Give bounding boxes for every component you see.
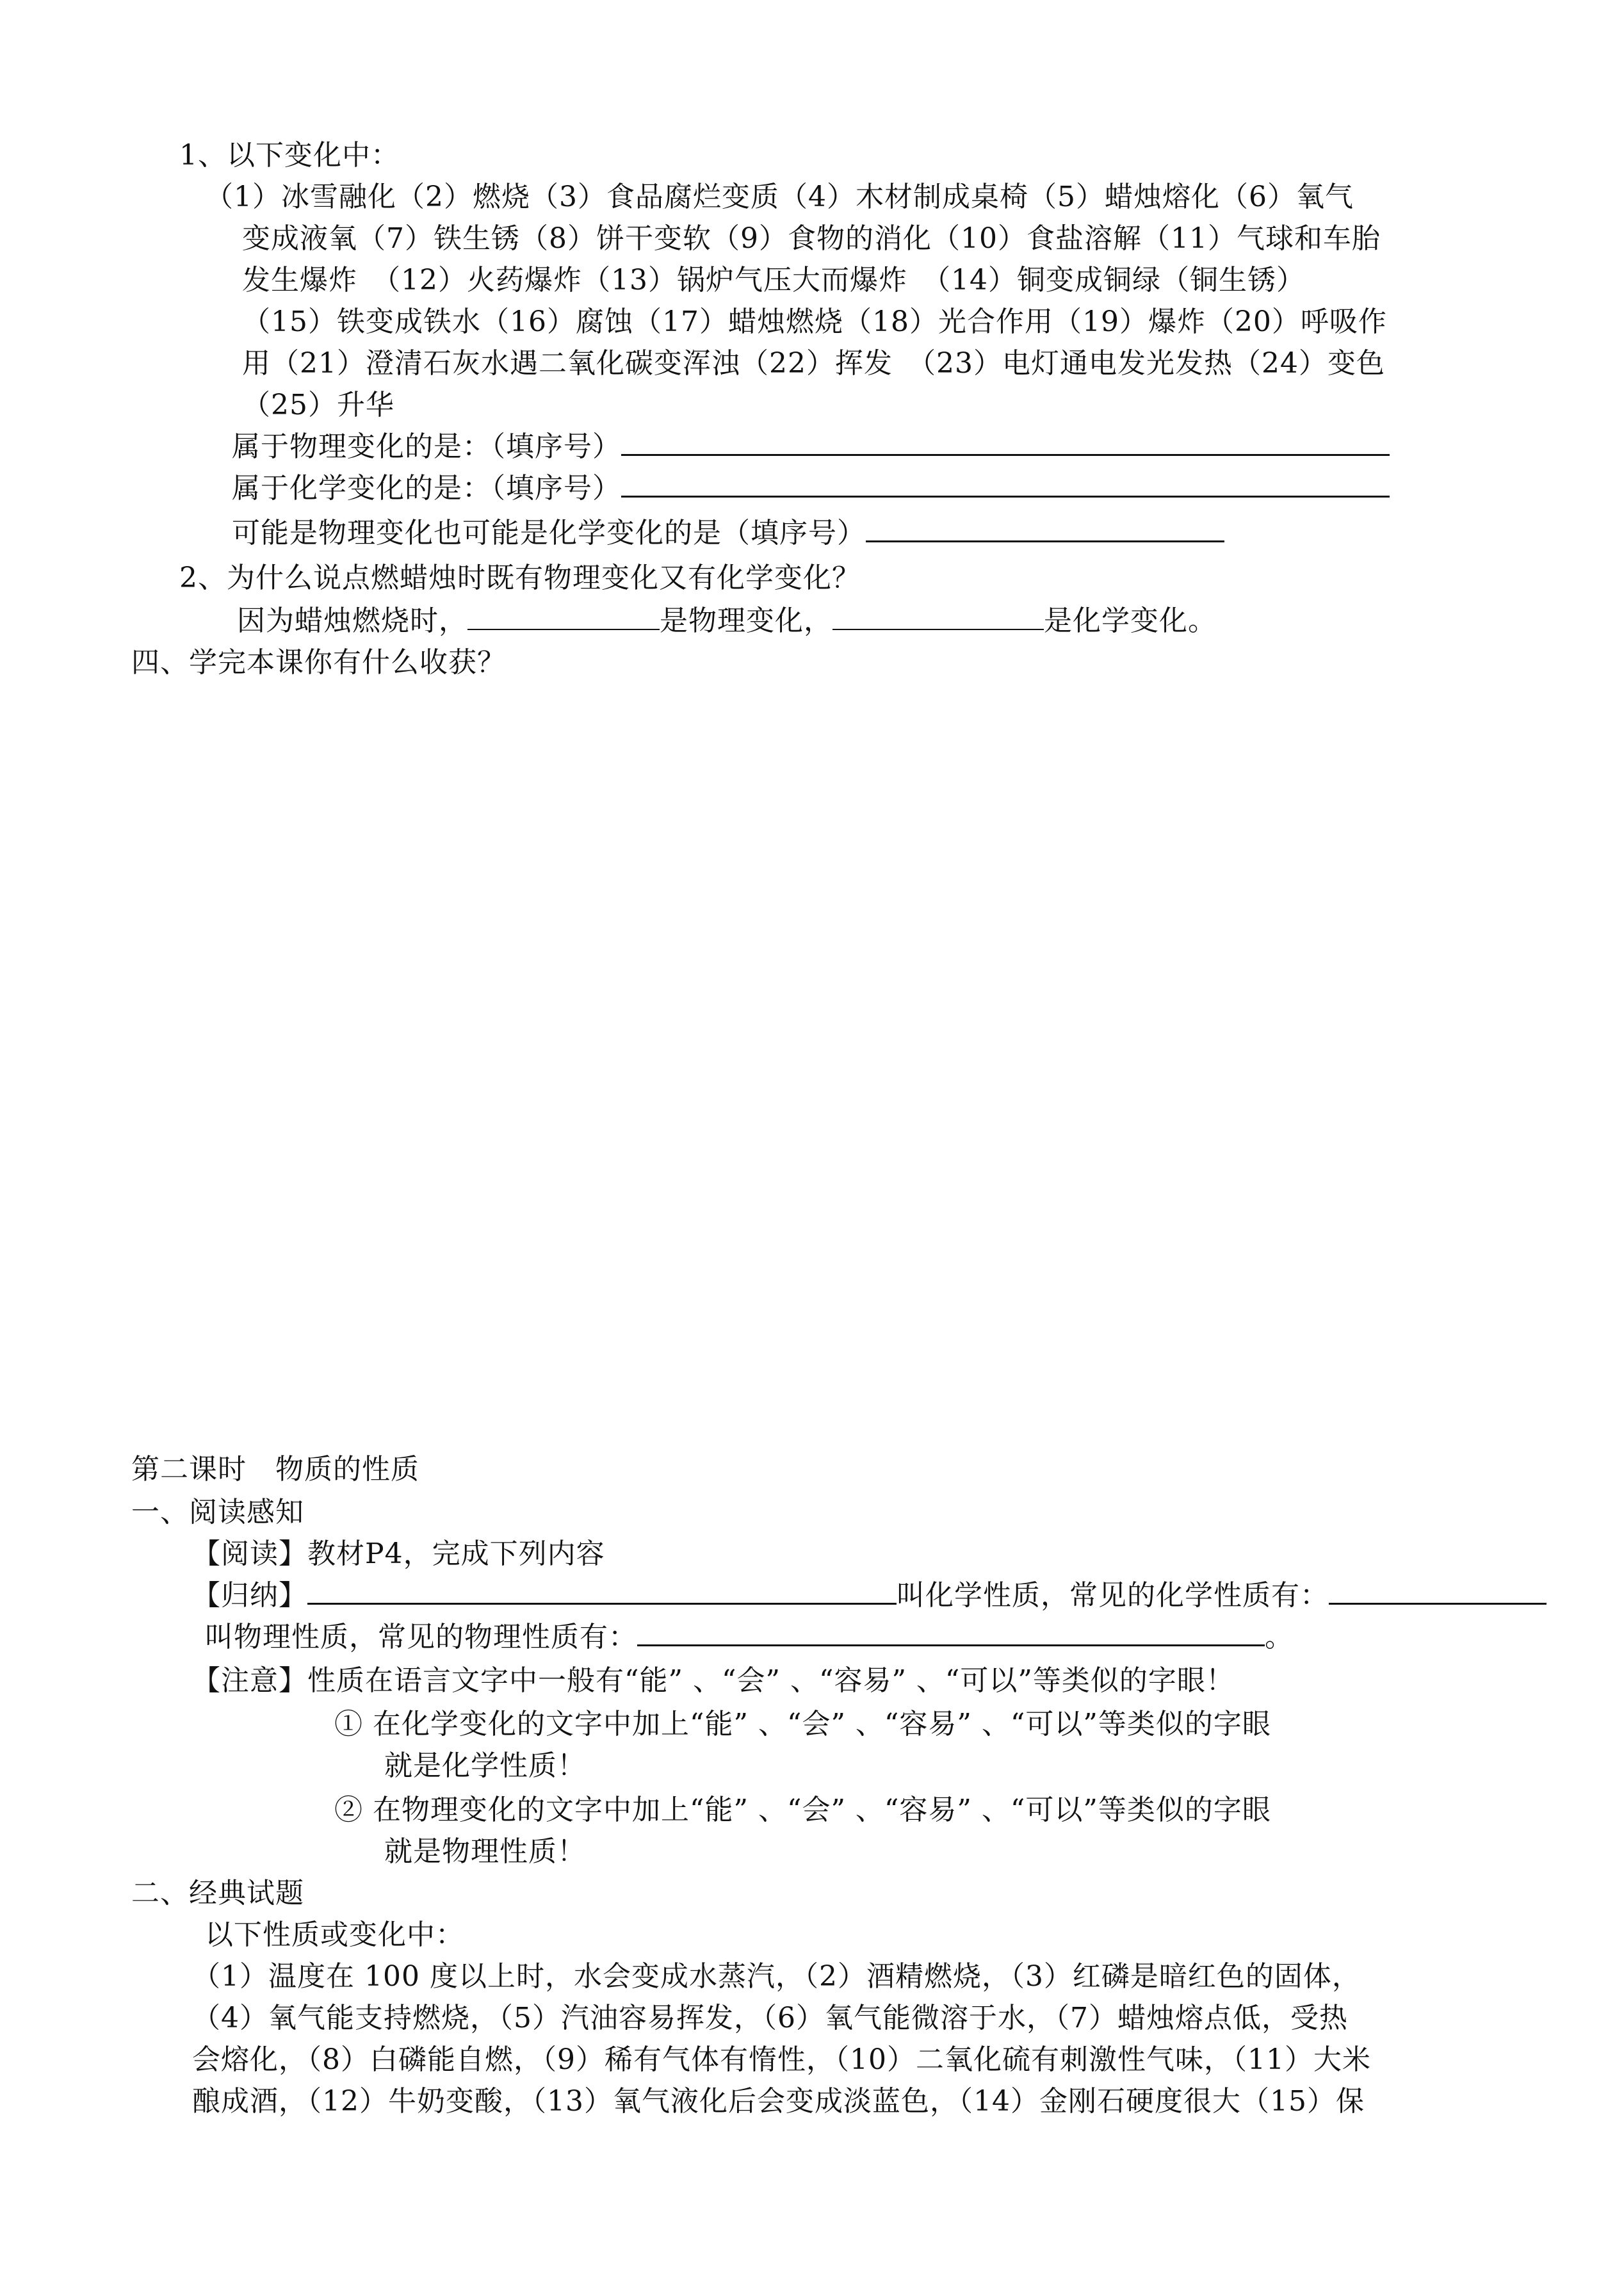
question-intro: 以下性质或变化中：: [205, 1918, 464, 1951]
question-item-line-2: （4）氧气能支持燃烧，（5）汽油容易挥发，（6）氧气能微溶于水，（7）蜡烛熔点低，受热: [192, 2002, 1348, 2034]
q1-item-line-5: 用（21）澄清石灰水遇二氧化碳变浑浊（22）挥发 （23）电灯通电发光发热（24）变色: [242, 347, 1385, 380]
either-change-row: [232, 514, 1224, 553]
either-change-label: 可能是物理变化也可能是化学变化的是（填序号）: [232, 517, 866, 549]
summary-prefix: 【归纳】: [192, 1579, 307, 1612]
note-2-line-2: 就是物理性质！: [384, 1835, 586, 1868]
q2-chemical-blank[interactable]: [832, 603, 1044, 630]
summary-row-1: [192, 1577, 1547, 1615]
note-line: 【注意】性质在语言文字中一般有“能” 、“会” 、“容易” 、“可以”等类似的字眼！: [192, 1664, 1235, 1697]
summary-row-2: [205, 1618, 1294, 1657]
summary-line2-prefix: 叫物理性质，常见的物理性质有：: [205, 1621, 637, 1653]
q2-answer-prefix: 因为蜡烛燃烧时，: [237, 604, 467, 637]
chemical-change-label: 属于化学变化的是：（填序号）: [232, 472, 621, 505]
q2-answer-suffix: 是化学变化。: [1044, 604, 1217, 637]
chemical-change-answer-blank[interactable]: [621, 470, 1390, 498]
lesson2-title: 第二课时 物质的性质: [131, 1453, 419, 1486]
physical-change-row: [232, 428, 1390, 466]
note-1-line-1: ① 在化学变化的文字中加上“能” 、“会” 、“容易” 、“可以”等类似的字眼: [334, 1708, 1271, 1740]
question-item-line-1: （1）温度在 100 度以上时，水会变成水蒸汽，（2）酒精燃烧，（3）红磷是暗红色的固体，: [192, 1960, 1361, 1993]
q1-heading: 1、以下变化中：: [179, 139, 400, 172]
q2-heading: 2、为什么说点燃蜡烛时既有物理变化又有化学变化？: [179, 562, 861, 594]
note-2-line-1: ② 在物理变化的文字中加上“能” 、“会” 、“容易” 、“可以”等类似的字眼: [334, 1794, 1271, 1826]
section-4-heading: 四、学完本课你有什么收获？: [131, 646, 506, 679]
physical-change-label: 属于物理变化的是：（填序号）: [232, 430, 621, 463]
q1-item-line-4: （15）铁变成铁水（16）腐蚀（17）蜡烛燃烧（18）光合作用（19）爆炸（20）呼吸作: [242, 305, 1387, 338]
physical-change-answer-blank[interactable]: [621, 428, 1390, 456]
lesson2-section1-heading: 一、阅读感知: [131, 1496, 304, 1529]
common-physical-properties-blank[interactable]: [637, 1619, 1265, 1646]
either-change-answer-blank[interactable]: [866, 515, 1224, 542]
q2-physical-blank[interactable]: [467, 603, 660, 630]
chemical-property-definition-blank[interactable]: [307, 1577, 897, 1605]
q2-answer-mid: 是物理变化，: [660, 604, 832, 637]
question-item-line-4: 酿成酒，（12）牛奶变酸，（13）氧气液化后会变成淡蓝色，（14）金刚石硬度很大（15）保: [192, 2085, 1365, 2118]
read-instruction: 【阅读】教材P4，完成下列内容: [192, 1537, 605, 1570]
q1-item-line-3: 发生爆炸 （12）火药爆炸（13）锅炉气压大而爆炸 （14）铜变成铜绿（铜生锈）: [242, 264, 1305, 296]
lesson2-section2-heading: 二、经典试题: [131, 1877, 304, 1910]
q1-item-line-6: （25）升华: [242, 389, 394, 421]
summary-mid: 叫化学性质，常见的化学性质有：: [897, 1579, 1329, 1612]
q2-answer-row: [237, 602, 1217, 640]
q1-item-line-1: （1）冰雪融化（2）燃烧（3）食品腐烂变质（4）木材制成桌椅（5）蜡烛熔化（6）氧气: [205, 181, 1354, 213]
summary-line2-suffix: 。: [1265, 1621, 1294, 1653]
q1-item-line-2: 变成液氧（7）铁生锈（8）饼干变软（9）食物的消化（10）食盐溶解（11）气球和车胎: [242, 222, 1381, 255]
question-item-line-3: 会熔化，（8）白磷能自燃，（9）稀有气体有惰性，（10）二氧化硫有刺激性气味，（11）大米: [192, 2043, 1371, 2076]
common-chemical-properties-blank[interactable]: [1329, 1577, 1547, 1605]
note-1-line-2: 就是化学性质！: [384, 1749, 586, 1782]
chemical-change-row: [232, 469, 1390, 508]
